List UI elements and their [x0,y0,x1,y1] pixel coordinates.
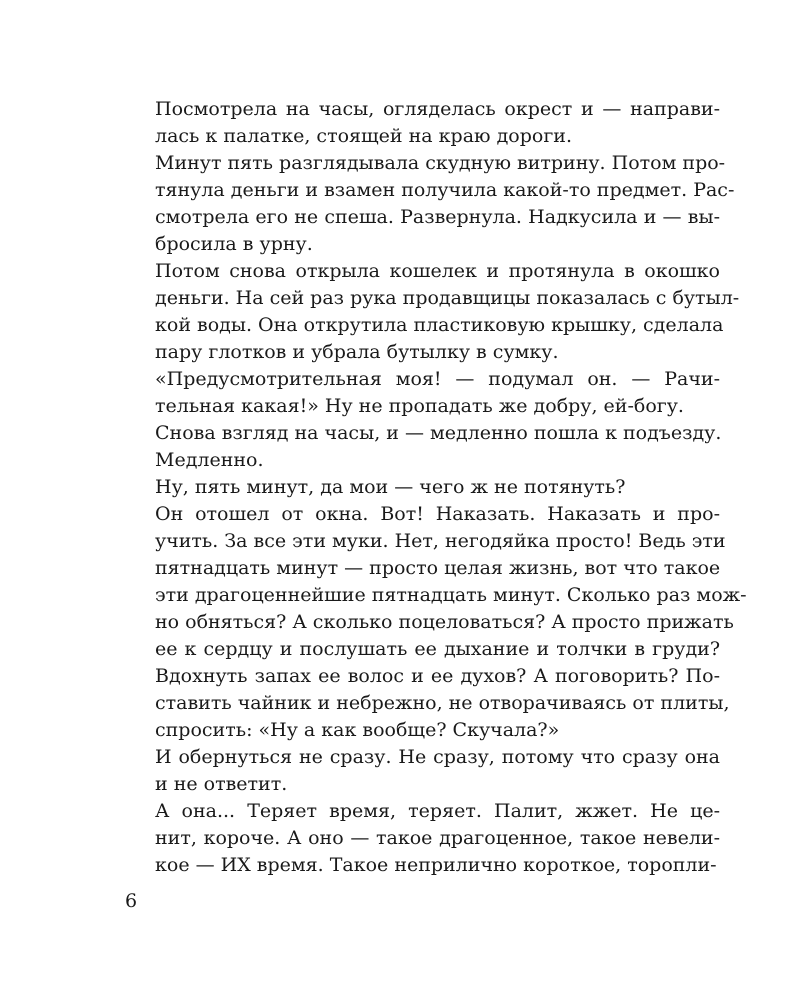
text-line: учить. За все эти муки. Нет, негодяйка просто! Ведь эти [155,530,726,552]
paragraph [125,96,720,150]
text-line: «Предусмотрительная моя! — подумал он. — Рачи- [155,368,720,390]
text-line: Ну, пять минут, да мои — чего ж не потянуть? [155,476,626,498]
text-line: бросила в урну. [155,233,313,255]
text-line: ставить чайник и небрежно, не отворачиваясь от плиты, [155,692,730,714]
paragraph [125,744,720,798]
text-line: Минут пять разглядывала скудную витрину. Потом про- [155,152,726,174]
text-line: А она... Теряет время, теряет. Палит, жжет. Не це- [155,800,720,822]
text-line: тельная какая!» Ну не пропадать же добру, ей-богу. [155,395,684,417]
text-line: ее к сердцу и послушать ее дыхание и толчки в груди? [155,638,720,660]
paragraph [125,150,735,258]
body-text [125,96,747,879]
paragraph [125,366,720,420]
text-line: Потом снова открыла кошелек и протянула в окошко [155,260,720,282]
text-line: Медленно. [155,449,264,471]
text-line: нит, короче. А оно — такое драгоценное, такое невели- [155,827,720,849]
text-line: но обняться? А сколько поцеловаться? А просто прижать [155,611,734,633]
page-number: 6 [125,890,138,912]
text-line: Снова взгляд на часы, и — медленно пошла к подъезду. [155,422,722,444]
text-line: эти драгоценнейшие пятнадцать минут. Сколько раз мож- [155,584,747,606]
paragraph [125,258,740,366]
text-line: пятнадцать минут — просто целая жизнь, вот что такое [155,557,721,579]
text-line: Он отошел от окна. Вот! Наказать. Наказать и про- [155,503,720,525]
paragraph [125,474,720,501]
paragraph [125,798,720,879]
text-line: пару глотков и убрала бутылку в сумку. [155,341,559,363]
text-line: тянула деньги и взамен получила какой-то предмет. Рас- [155,179,735,201]
text-line: Посмотрела на часы, огляделась окрест и — направи- [155,98,720,120]
text-line: Вдохнуть запах ее волос и ее духов? А поговорить? По- [155,665,720,687]
paragraph [125,420,720,474]
text-line: И обернуться не сразу. Не сразу, потому что сразу она [155,746,720,768]
text-line: кой воды. Она открутила пластиковую крышку, сделала [155,314,724,336]
text-line: кое — ИХ время. Такое неприлично короткое, торопли- [155,854,717,876]
text-line: смотрела его не спеша. Развернула. Надкусила и — вы- [155,206,720,228]
text-line: спросить: «Ну а как вообще? Скучала?» [155,719,560,741]
text-line: и не ответит. [155,773,288,795]
text-line: лась к палатке, стоящей на краю дороги. [155,125,572,147]
paragraph [125,501,747,744]
text-line: деньги. На сей раз рука продавщицы показалась с бутыл- [155,287,740,309]
